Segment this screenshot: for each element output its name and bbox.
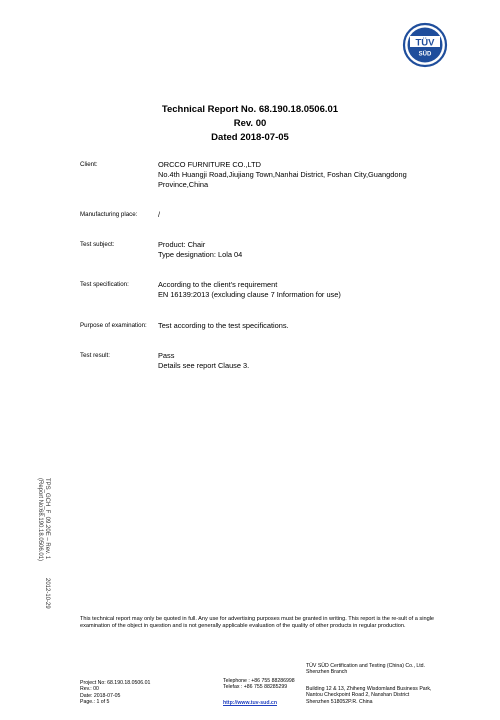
footer-address <box>306 686 431 705</box>
manufacturing-place-label: Manufacturing place: <box>80 211 138 218</box>
side-form-date: 2012-10-29 <box>44 578 50 609</box>
footer-telephone: Telephone : +86 755 88286998 <box>223 678 295 684</box>
footer-company-branch: Shenzhen Branch <box>306 669 348 676</box>
test-specification-label: Test specification: <box>80 281 129 288</box>
test-subject-product: Product: Chair <box>158 240 206 249</box>
tuv-sud-logo-icon <box>402 22 448 68</box>
footer-company <box>306 663 425 676</box>
disclaimer-text: This technical report may only be quoted in full. Any use for advertising purposes must be granted in writing. This report is the re-sult of a single examination of the object in question and is not generally applicable evaluation of the quality of other products in regular production. <box>80 616 435 630</box>
test-result-details: Details see report Clause 3. <box>158 361 250 370</box>
logo-text-sud: SÜD <box>418 51 432 58</box>
test-result-status: Pass <box>158 351 175 360</box>
test-specification-line-2: EN 16139:2013 (excluding clause 7 Information for use) <box>158 290 341 299</box>
footer-project-number: Project No: 68.190.18.0506.01 <box>80 680 151 686</box>
purpose-value <box>158 321 458 331</box>
footer-address-line-2: Nantou Checkpoint Road 2, Nanshan District <box>306 692 410 699</box>
footer-contact <box>223 678 295 691</box>
test-subject-type: Type designation: Lola 04 <box>158 250 243 259</box>
test-result-label: Test result: <box>80 352 110 359</box>
footer-date: Date: 2018-07-05 <box>80 692 121 699</box>
client-label: Client: <box>80 161 98 168</box>
footer-address-line-3: Shenzhen 518052P.R. China <box>306 698 373 705</box>
test-subject-value <box>158 240 458 260</box>
client-address-line-1: No.4th Huangji Road,Jiujiang Town,Nanhai District, Foshan City,Guangdong <box>158 170 407 179</box>
test-specification-line-1: According to the client's requirement <box>158 280 278 289</box>
test-result-value <box>158 351 458 371</box>
footer-project-info <box>80 680 150 706</box>
manufacturing-place-value <box>158 210 458 220</box>
purpose-label: Purpose of examination: <box>80 322 147 329</box>
client-name: ORCCO FURNITURE CO.,LTD <box>158 160 261 169</box>
footer-company-name: TÜV SÜD Certification and Testing (China) Co., Ltd. <box>306 663 425 669</box>
client-address-line-2: Province,China <box>158 180 209 189</box>
side-form-code: TPS_GCH_F_09.20E – Rev. 1 <box>44 478 50 560</box>
client-value <box>158 160 458 190</box>
report-number: Technical Report No. 68.190.18.0506.01 <box>161 104 339 115</box>
report-revision: Rev. 00 <box>233 118 267 129</box>
footer-address-line-1: Building 12 & 13, Zhiheng Wisdomland Business Park, <box>306 686 432 692</box>
logo-text-tuv: TÜV <box>415 37 435 49</box>
manufacturing-place-text: / <box>158 210 161 219</box>
test-specification-value <box>158 280 458 300</box>
purpose-text: Test according to the test specifications. <box>158 321 289 330</box>
side-report-number: (Report No:68.190.18.0506.01) <box>37 478 43 562</box>
report-date: Dated 2018-07-05 <box>211 132 289 143</box>
test-subject-label: Test subject: <box>80 241 115 248</box>
footer-page: Page.: 1 of 5 <box>80 699 110 706</box>
footer-revision: Rev.: 00 <box>80 686 99 693</box>
footer-website-link[interactable]: http://www.tuv-sud.cn <box>223 700 277 706</box>
footer-telefax: Telefax : +86 755 88285299 <box>223 684 288 691</box>
